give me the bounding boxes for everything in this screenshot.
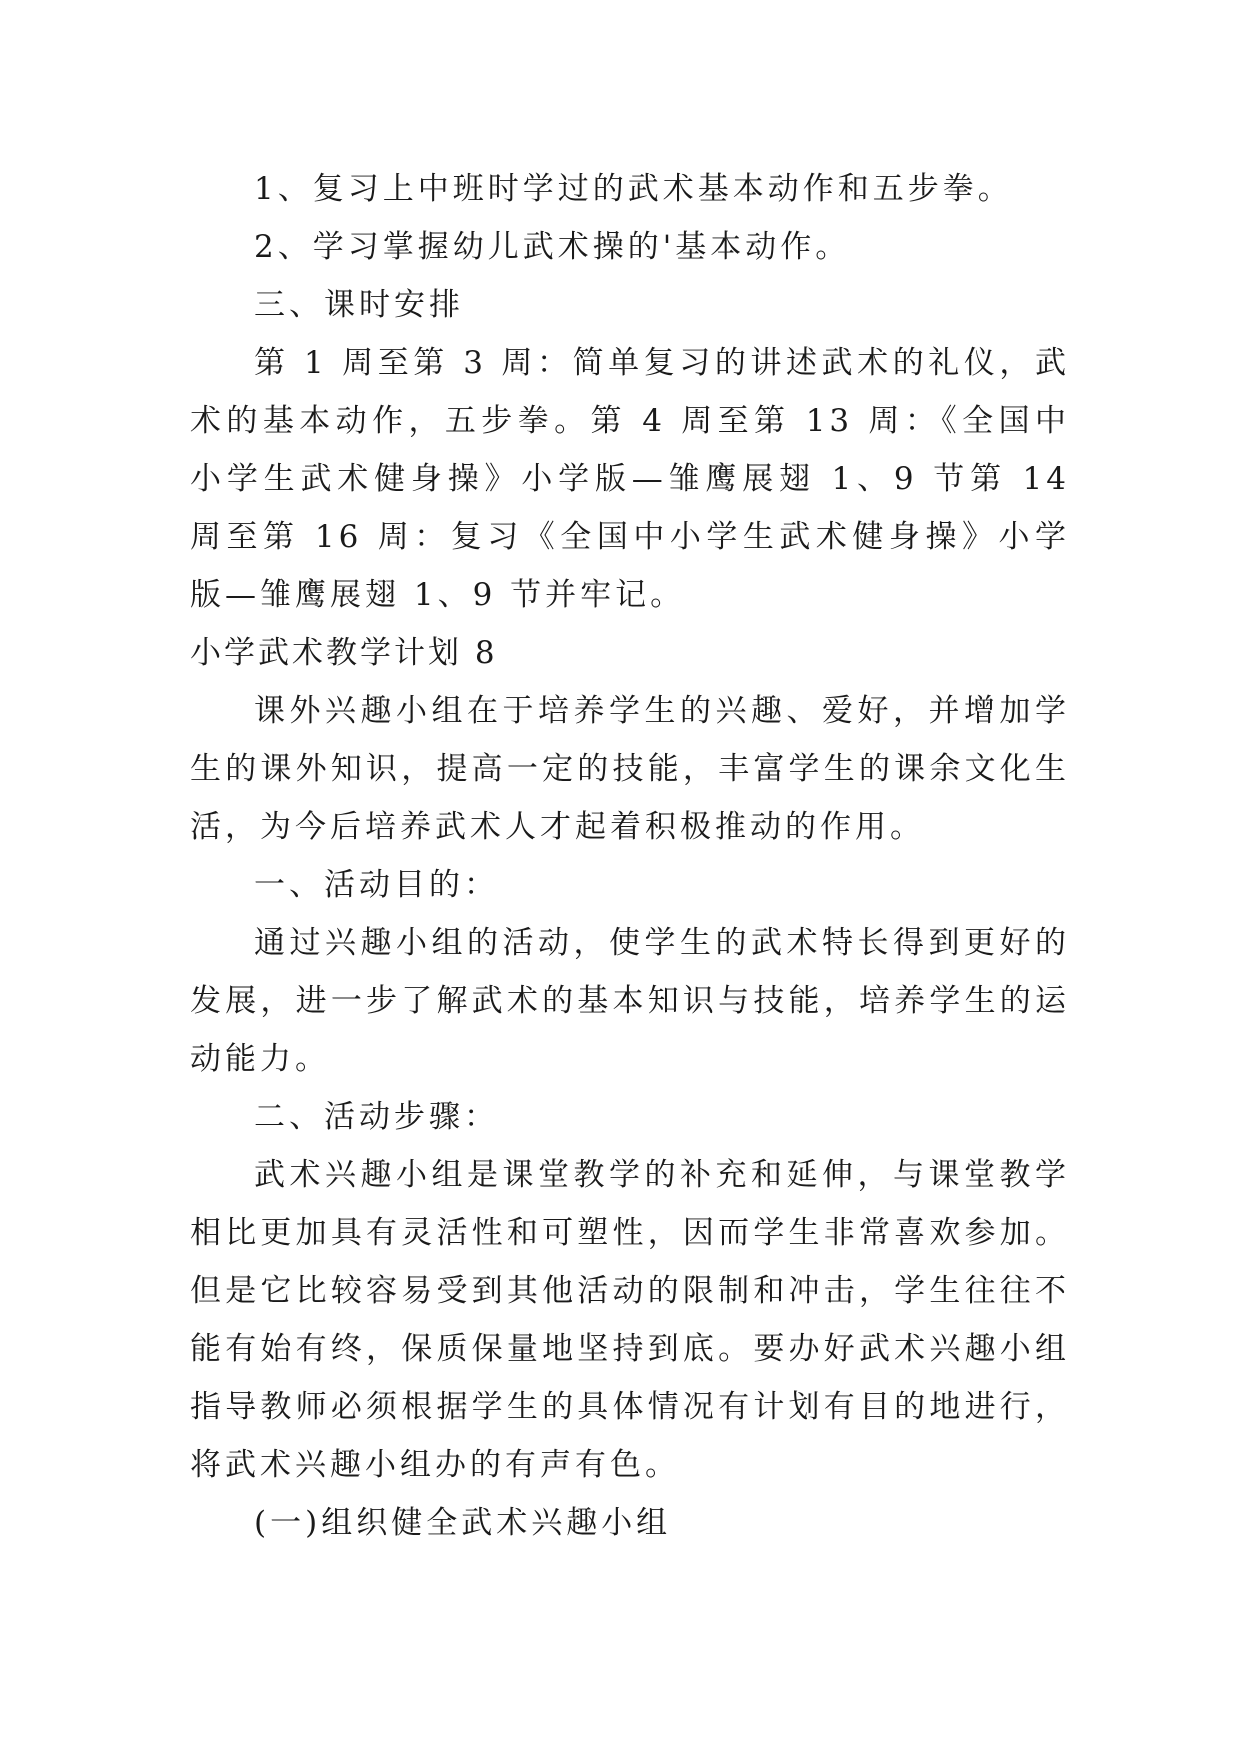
paragraph-steps: 武术兴趣小组是课堂教学的补充和延伸，与课堂教学相比更加具有灵活性和可塑性，因而学生非常喜欢参加。但是它比较容易受到其他活动的限制和冲击，学生往往不能有始有终，保质保量地坚持到底。要办好武术兴趣小组指导教师必须根据学生的具体情况有计划有目的地进行，将武术兴趣小组办的有声有色。: [190, 1157, 1070, 1483]
paragraph-review-basics: 1、复习上中班时学过的武术基本动作和五步拳。: [254, 171, 1013, 207]
section-heading-steps: 二、活动步骤：: [254, 1099, 499, 1135]
paragraph-intro: 课外兴趣小组在于培养学生的兴趣、爱好，并增加学生的课外知识，提高一定的技能，丰富学生的课余文化生活，为今后培养武术人才起着积极推动的作用。: [190, 693, 1070, 845]
document-body: [190, 160, 1070, 1552]
section-heading-schedule: 三、课时安排: [254, 287, 464, 323]
section-heading-purpose: 一、活动目的：: [254, 867, 499, 903]
subsection-heading-organize: (一)组织健全武术兴趣小组: [254, 1505, 672, 1541]
paragraph-purpose: 通过兴趣小组的活动，使学生的武术特长得到更好的发展，进一步了解武术的基本知识与技能，培养学生的运动能力。: [190, 925, 1070, 1077]
paragraph-schedule-details: 第 1 周至第 3 周：简单复习的讲述武术的礼仪，武术的基本动作，五步拳。第 4 周至第 13 周：《全国中小学生武术健身操》小学版—雏鹰展翅 1、9 节第 14 周至第 16 周：复习《全国中小学生武术健身操》小学版—雏鹰展翅 1、9 节并牢记。: [190, 345, 1070, 613]
paragraph-learn-movements: 2、学习掌握幼儿武术操的'基本动作。: [254, 229, 851, 265]
document-title-plan-8: 小学武术教学计划 8: [190, 635, 498, 671]
